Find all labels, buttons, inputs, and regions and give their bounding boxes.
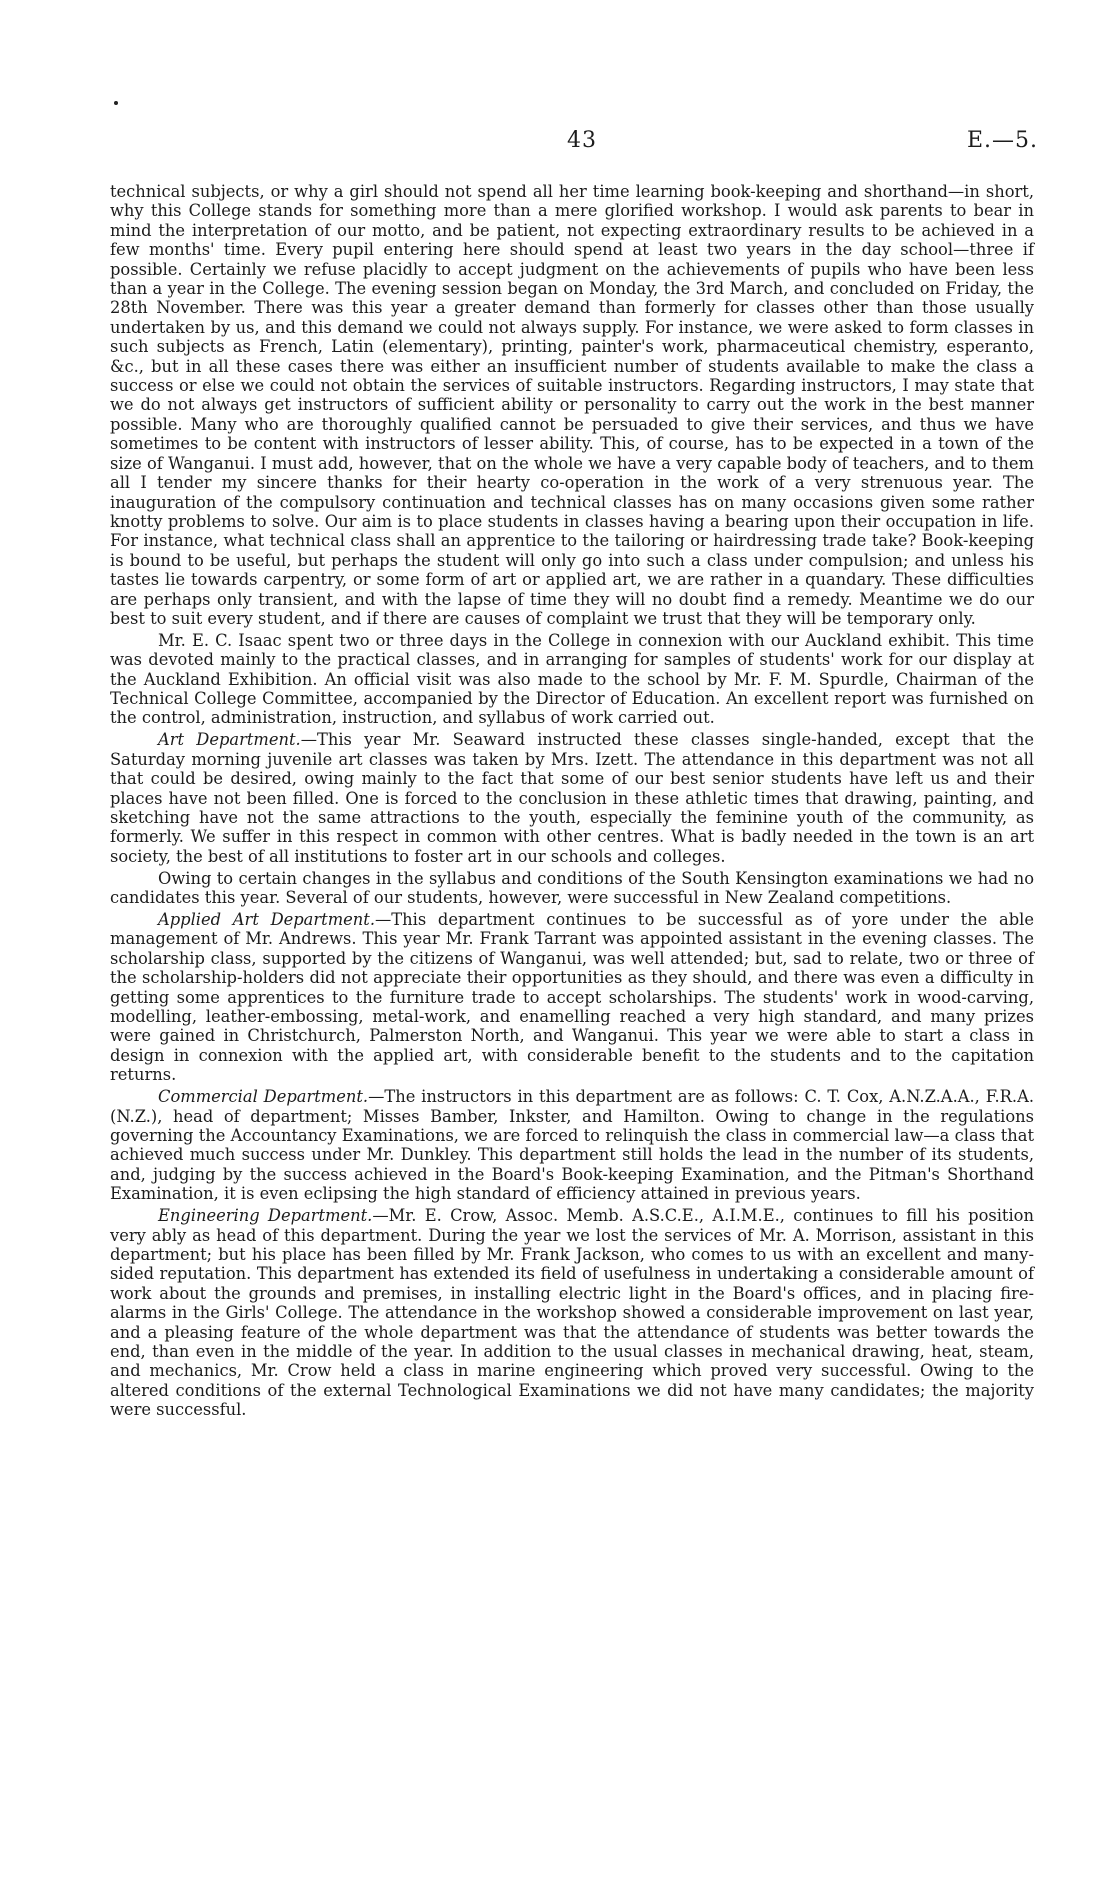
paragraph [110, 182, 1034, 628]
paragraph [110, 1087, 1034, 1203]
paragraph [110, 730, 1034, 866]
paragraph-text: Mr. E. C. Isaac spent two or three days in the College in connexion with our Auckland exhibit. This time was devoted mainly to the practical classes, and in arranging for samples of students' work for our display at the Auckland Exhibition. An official visit was also made to the school by Mr. F. M. Spurdle, Chairman of the Technical College Committee, accompanied by the Director of Education. An excellent report was furnished on the control, administration, instruction, and syllabus of work carried out. [110, 630, 1034, 728]
paragraph-text: —This year Mr. Seaward instructed these classes single-handed, except that the Saturday morning juvenile art classes was taken by Mrs. Izett. The attendance in this department was not all that could be desired, owing mainly to the fact that some of our best senior students have left us and their places have not been filled. One is forced to the conclusion in these athletic times that drawing, painting, and sketching have not the same attractions to the youth, especially the feminine youth of the community, as formerly. We suffer in this respect in common with other centres. What is badly needed in the town is an art society, the best of all institutions to foster art in our schools and colleges. [110, 730, 1034, 866]
paragraph [110, 1206, 1034, 1419]
paragraph [110, 910, 1034, 1085]
paragraph-text: —The instructors in this department are as follows: C. T. Cox, A.N.Z.A.A., F.R.A. (N.Z.), head of department; Misses Bamber, Inkster, and Hamilton. Owing to change in the regulations governing the Accountancy Examinations, we are forced to relinquish the class in commercial law—a class that achieved much success under Mr. Dunkley. This department still holds the lead in the number of its students, and, judging by the success achieved in the Board's Book-keeping Examination, and the Pitman's Shorthand Examination, it is even eclipsing the high standard of efficiency attained in previous years. [110, 1087, 1034, 1204]
paragraph-text: —Mr. E. Crow, Assoc. Memb. A.S.C.E., A.I.M.E., continues to fill his position very ably as head of this department. During the year we lost the services of Mr. A. Morrison, assistant in this department; but his place has been filled by Mr. Frank Jackson, who comes to us with an excellent and many-sided reputation. This department has extended its field of usefulness in undertaking a considerable amount of work about the grounds and premises, in installing electric light in the Board's offices, and in placing fire-alarms in the Girls' College. The attendance in the workshop showed a considerable improvement on last year, and a pleasing feature of the whole department was that the attendance of students was better towards the end, than even in the middle of the year. In addition to the usual classes in mechanical drawing, heat, steam, and mechanics, Mr. Crow held a class in marine engineering which proved very successful. Owing to the altered conditions of the external Technological Examinations we did not have many candidates; the majority were successful. [110, 1206, 1034, 1420]
section-heading: Art Department. [158, 730, 301, 750]
section-heading: Applied Art Department. [158, 910, 375, 930]
paragraph [110, 869, 1034, 908]
section-heading: Commercial Department. [158, 1087, 369, 1107]
paragraph-text: —This department continues to be successful as of yore under the able management of Mr. Andrews. This year Mr. Frank Tarrant was appointed assistant in the evening classes. The scholarship class, supported by the citizens of Wanganui, was well attended; but, sad to relate, two or three of the scholarship-holders did not appreciate their opportunities as they should, and there was even a difficulty in getting some apprentices to the furniture trade to accept scholarships. The students' work in wood-carving, modelling, leather-embossing, metal-work, and enamelling reached a very high standard, and many prizes were gained in Christchurch, Palmerston North, and Wanganui. This year we were able to start a class in design in connexion with the applied art, with considerable benefit to the students and to the capitation returns. [110, 910, 1034, 1085]
page-number: 43 [567, 128, 597, 153]
section-heading: Engineering Department. [158, 1206, 373, 1226]
stray-mark [114, 101, 118, 105]
paragraph [110, 631, 1034, 728]
paragraph-text: technical subjects, or why a girl should not spend all her time learning book-keeping and shorthand—in short, why this College stands for something more than a mere glorified workshop. I would ask parents to bear in mind the interpretation of our motto, and be patient, not expecting extraordinary results to be achieved in a few months' time. Every pupil entering here should spend at least two years in the day school—three if possible. Certainly we refuse placidly to accept judgment on the achievements of pupils who have been less than a year in the College. The evening session began on Monday, the 3rd March, and concluded on Friday, the 28th November. There was this year a greater demand than formerly for classes other than those usually undertaken by us, and this demand we could not always supply. For instance, we were asked to form classes in such subjects as French, Latin (elementary), printing, painter's work, pharmaceutical chemistry, esperanto, &c., but in all these cases there was either an insufficient number of students available to make the class a success or else we could not obtain the services of suitable instructors. Regarding instructors, I may state that we do not always get instructors of sufficient ability or personality to carry out the work in the best manner possible. Many who are thoroughly qualified cannot be persuaded to give their services, and thus we have sometimes to be content with instructors of lesser ability. This, of course, has to be expected in a town of the size of Wanganui. I must add, however, that on the whole we have a very capable body of teachers, and to them all I tender my sincere thanks for their hearty co-operation in the work of a very strenuous year. The inauguration of the compulsory continuation and technical classes has on many occasions given some rather knotty problems to solve. Our aim is to place students in classes having a bearing upon their occupation in life. For instance, what technical class shall an apprentice to the tailoring or hairdressing trade take? Book-keeping is bound to be useful, but perhaps the student will only go into such a class under compulsion; and unless his tastes lie towards carpentry, or some form of art or applied art, we are rather in a quandary. These difficulties are perhaps only transient, and with the lapse of time they will no doubt find a remedy. Meantime we do our best to suit every student, and if there are causes of complaint we trust that they will be temporary only. [110, 182, 1034, 628]
body-text [110, 182, 1034, 1422]
paragraph-text: Owing to certain changes in the syllabus and conditions of the South Kensington examinations we had no candidates this year. Several of our students, however, were successful in New Zealand competitions. [110, 868, 1034, 908]
document-reference: E.—5. [966, 128, 1038, 153]
